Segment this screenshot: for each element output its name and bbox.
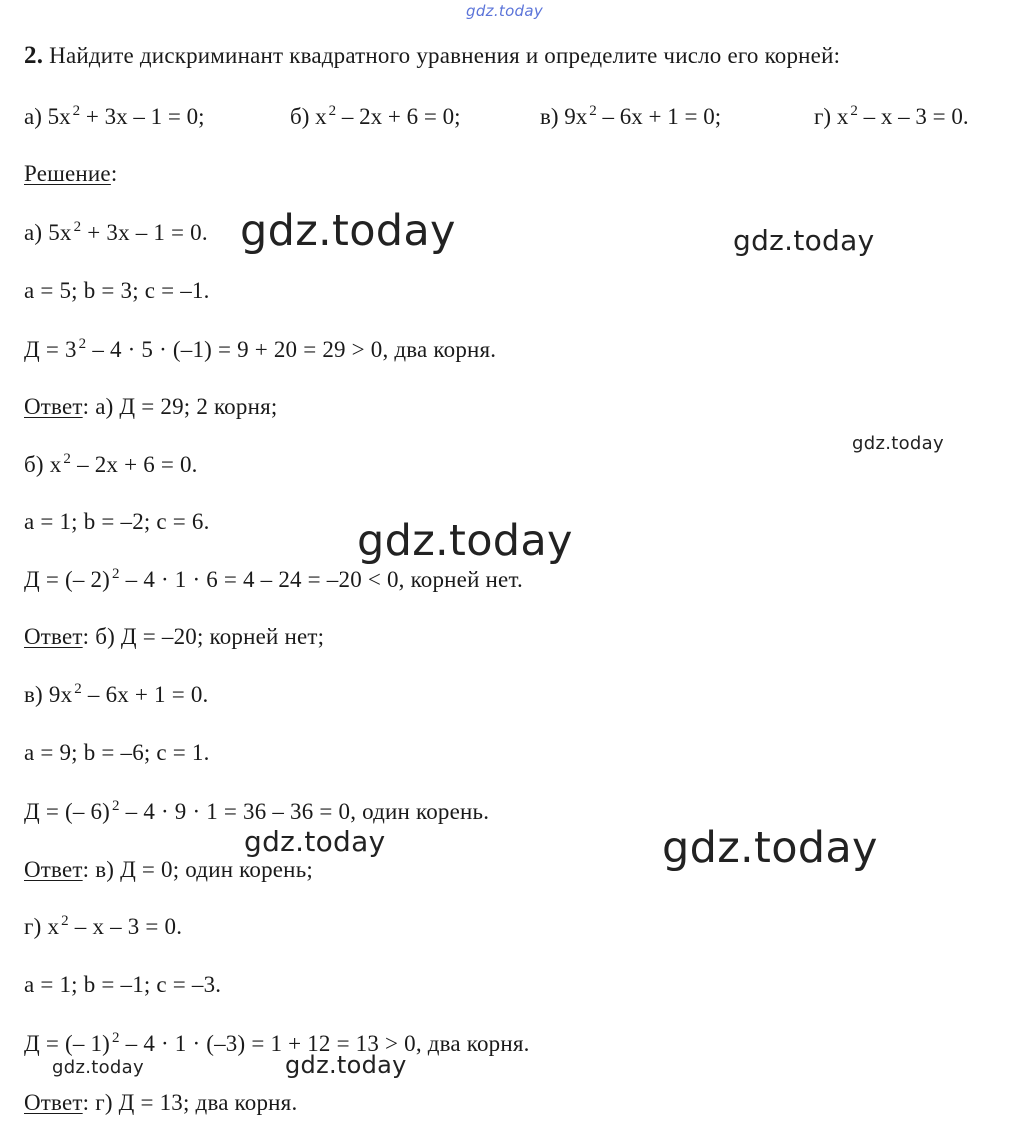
task-item-c: [540, 102, 721, 132]
task-item-d: [814, 102, 969, 132]
solution-heading-text: Решение: [24, 161, 111, 186]
solution-heading: [24, 159, 117, 189]
part-c-coefficients: a = 9; b = –6; c = 1.: [24, 740, 210, 765]
task-item-b-pre: б) x: [290, 104, 327, 129]
watermark: gdz.today: [852, 433, 944, 454]
part-c-answer: Ответ: в) Д = 0; один корень;: [24, 857, 313, 882]
watermark: gdz.today: [285, 1051, 407, 1079]
task-item-c-post: – 6x + 1 = 0;: [596, 104, 722, 129]
watermark: gdz.today: [662, 823, 878, 873]
task-item-b-post: – 2x + 6 = 0;: [336, 104, 461, 129]
task-items: [24, 102, 996, 132]
part-b-answer: Ответ: б) Д = –20; корней нет;: [24, 624, 325, 649]
part-a-answer: Ответ: а) Д = 29; 2 корня;: [24, 394, 278, 419]
part-d-discriminant: Д = (– 1) $^2$ – 4 · 1 · (–3) = 1 + 12 = 13 > 0, два корня.: [24, 1030, 530, 1056]
watermark: gdz.today: [357, 516, 573, 566]
part-a-discriminant: Д = 3 $^2$ – 4 · 5 · (–1) = 9 + 20 = 29 > 0, два корня.: [24, 336, 497, 362]
task-item-c-pre: в) 9x: [540, 104, 588, 129]
task-text: Найдите дискриминант квадратного уравнения и определите число его корней:: [49, 43, 841, 68]
task-item-a-pre: а) 5x: [24, 104, 71, 129]
watermark-top: gdz.today: [466, 2, 544, 20]
exponent: 2: [72, 103, 81, 120]
watermark: gdz.today: [244, 825, 386, 858]
part-b-discriminant: Д = (– 2) $^2$ – 4 · 1 · 6 = 4 – 24 = –20 < 0, корней нет.: [24, 566, 523, 592]
part-b-coefficients: a = 1; b = –2; c = 6.: [24, 509, 210, 534]
watermark: gdz.today: [240, 206, 456, 256]
exponent: 2: [328, 103, 337, 120]
part-c-discriminant: Д = (– 6) $^2$ – 4 · 9 · 1 = 36 – 36 = 0, один корень.: [24, 798, 490, 824]
watermark: gdz.today: [52, 1057, 144, 1078]
part-a-equation: а) 5x $^2$ + 3x – 1 = 0.: [24, 219, 208, 245]
task-item-d-pre: г) x: [814, 104, 849, 129]
exponent: 2: [850, 103, 858, 120]
task-item-b: [290, 102, 460, 132]
task-item-a-post: + 3x – 1 = 0;: [80, 104, 205, 129]
part-c-equation: в) 9x $^2$ – 6x + 1 = 0.: [24, 681, 209, 707]
part-d-equation: г) x $^2$ – x – 3 = 0.: [24, 913, 183, 939]
exponent: 2: [589, 103, 597, 120]
part-a-coefficients: a = 5; b = 3; c = –1.: [24, 278, 210, 303]
task-statement: [24, 41, 840, 71]
solution-heading-colon: :: [110, 161, 118, 186]
part-b-equation: б) x $^2$ – 2x + 6 = 0.: [24, 451, 198, 477]
task-number: 2.: [24, 42, 44, 69]
watermark: gdz.today: [733, 224, 875, 257]
task-item-d-post: – x – 3 = 0.: [857, 104, 969, 129]
task-item-a: [24, 102, 204, 132]
part-d-answer: Ответ: г) Д = 13; два корня.: [24, 1090, 298, 1115]
part-d-coefficients: a = 1; b = –1; c = –3.: [24, 972, 222, 997]
